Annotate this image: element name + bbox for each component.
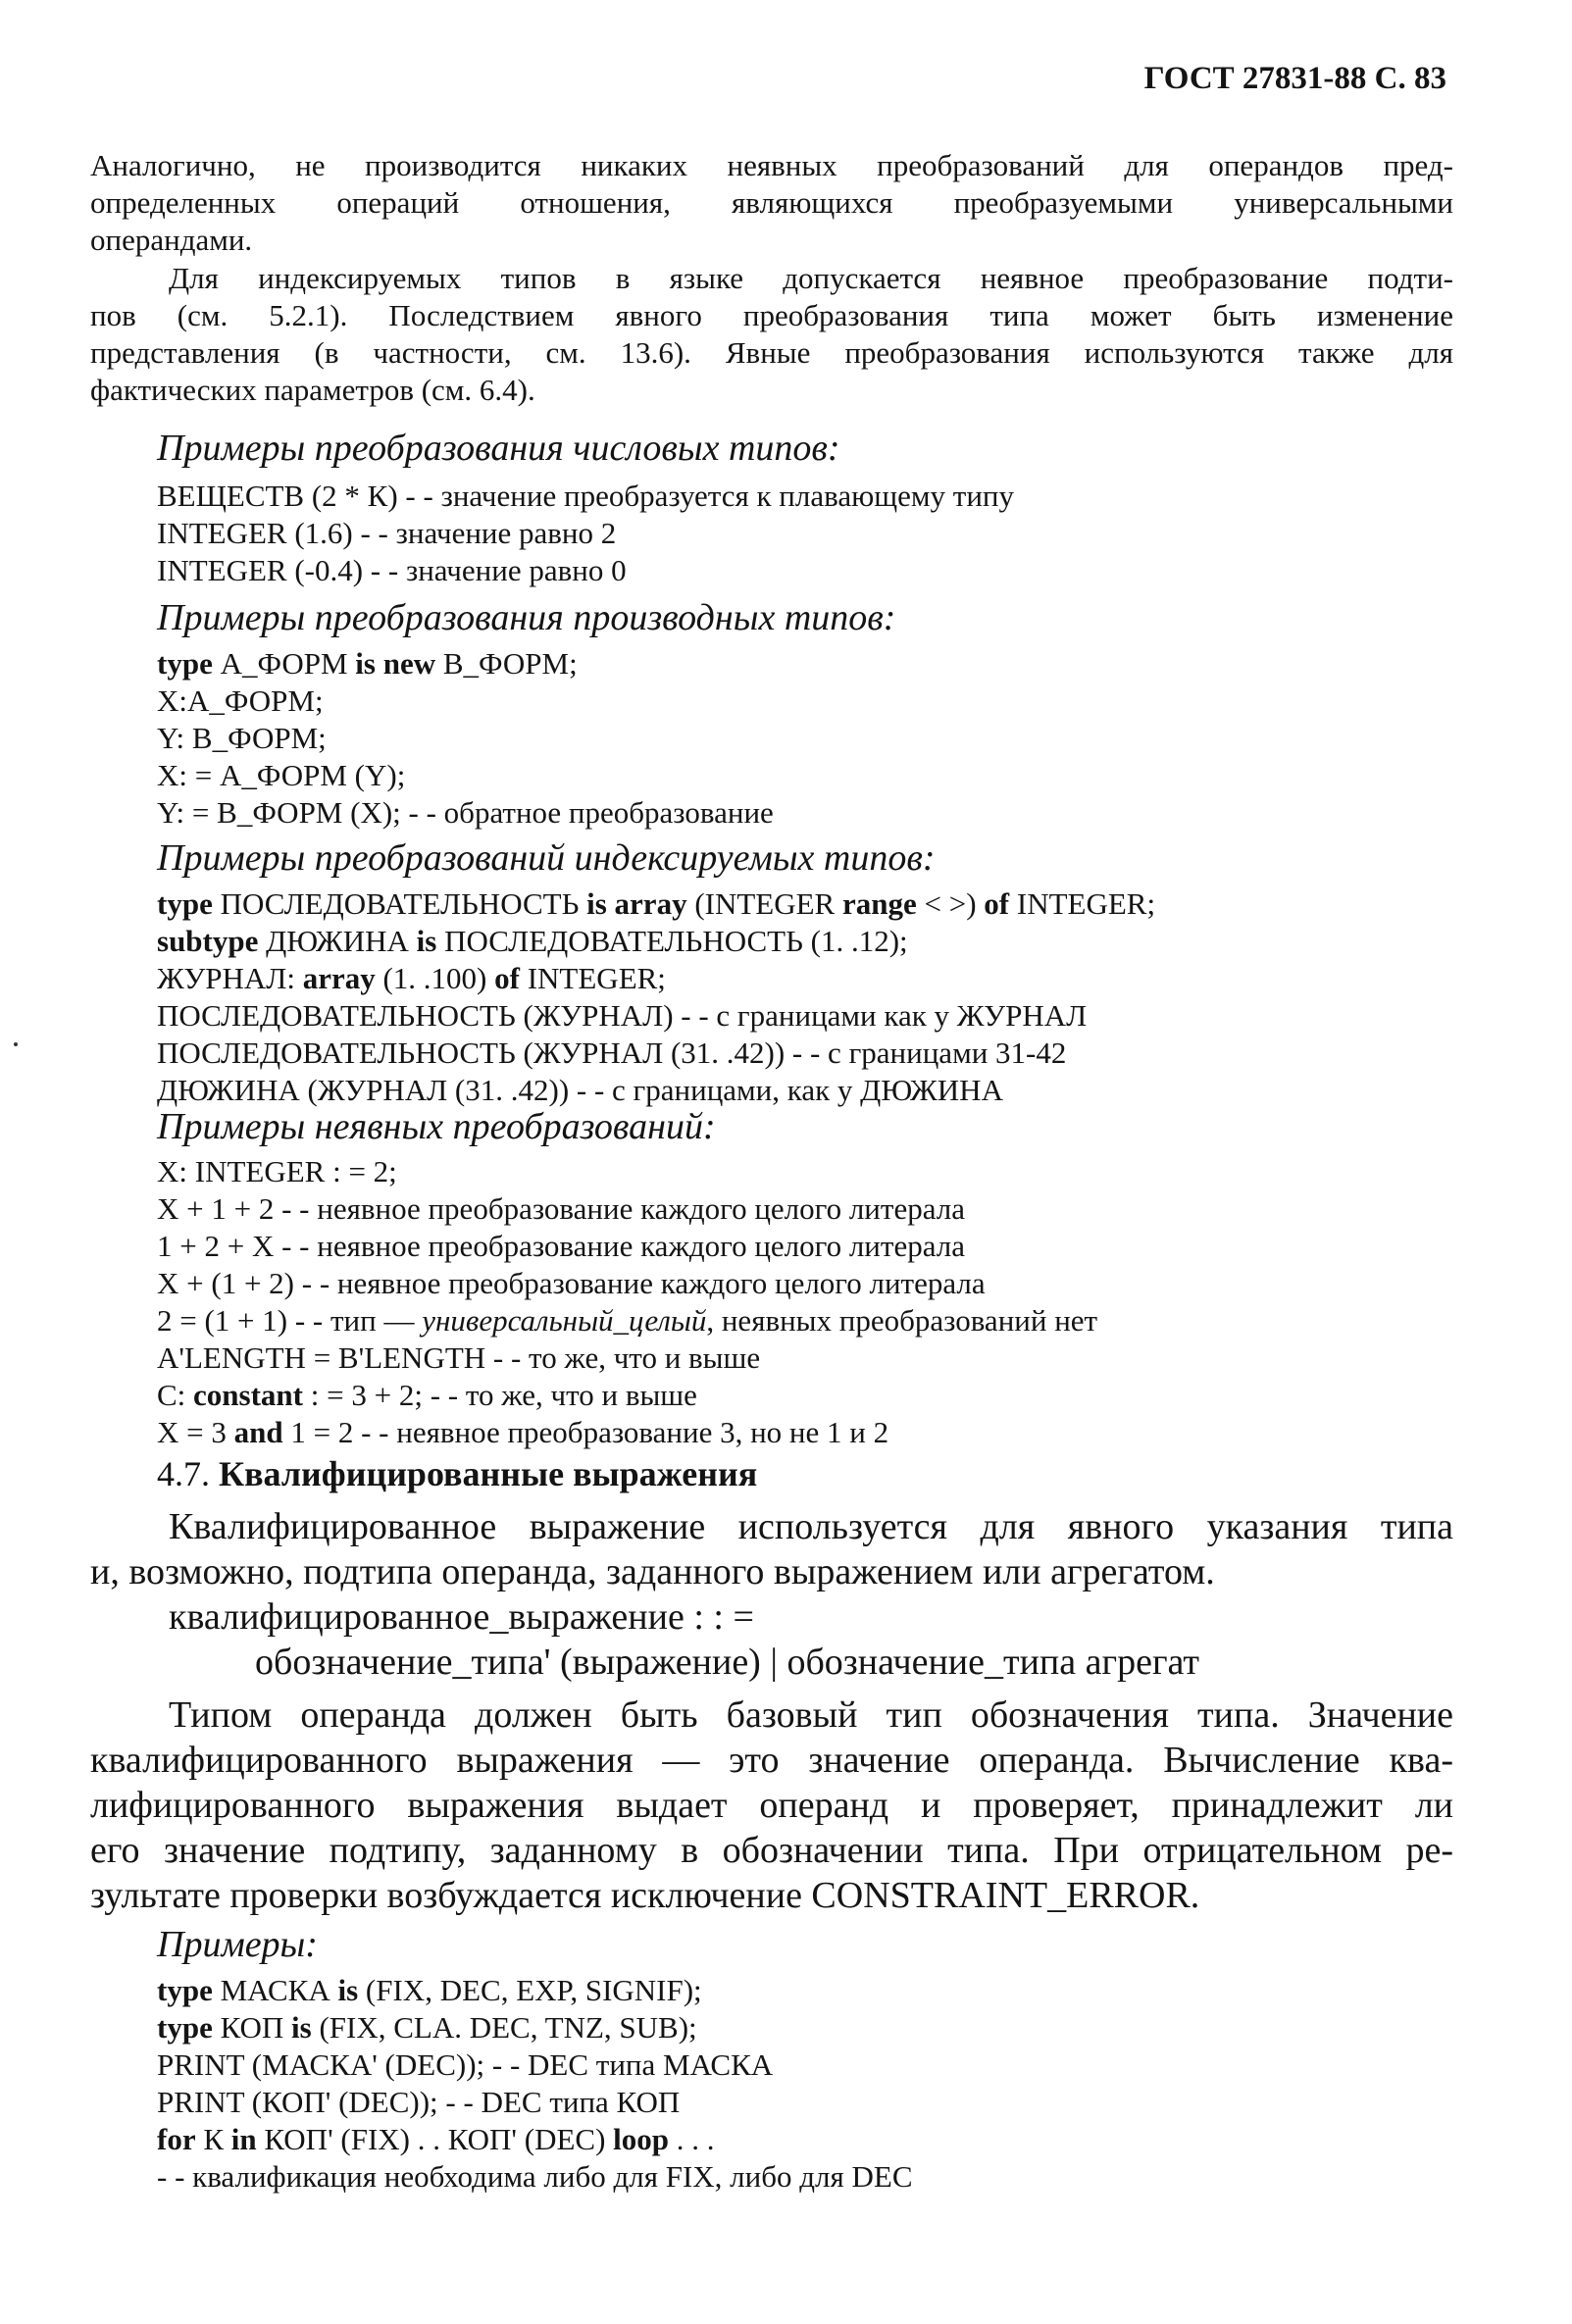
- code-line: type КОП is (FIX, CLA. DEC, TNZ, SUB);: [157, 2010, 697, 2045]
- keyword: of: [984, 886, 1010, 921]
- paragraph-line: квалифицированного выражения — это значение операнда. Вычисление ква-: [90, 1740, 1453, 1781]
- keyword: for: [157, 2122, 196, 2156]
- code-line: 1 + 2 + Х - - неявное преобразование каждого целого литерала: [157, 1229, 965, 1263]
- paragraph-line: операндами.: [90, 223, 253, 257]
- code-line: - - квалификация необходима либо для FIX, либо для DEC: [157, 2159, 913, 2194]
- paragraph-line: представления (в частности, см. 13.6). Явные преобразования используются также для: [90, 335, 1453, 370]
- paragraph-line: фактических параметров (см. 6.4).: [90, 373, 535, 407]
- keyword: type: [157, 2010, 213, 2045]
- keyword: and: [233, 1415, 283, 1449]
- examples-heading: Примеры неявных преобразований:: [157, 1106, 716, 1147]
- code-line: INTEGER (1.6) - - значение равно 2: [157, 516, 617, 550]
- code-line: 2 = (1 + 1) - - тип — универсальный_целый, неявных преобразований нет: [157, 1303, 1098, 1338]
- keyword: is: [337, 1973, 359, 2007]
- examples-heading: Примеры преобразования производных типов:: [157, 597, 896, 638]
- examples-heading: Примеры:: [157, 1924, 318, 1965]
- paragraph-line: и, возможно, подтипа операнда, заданного выражением или агрегатом.: [90, 1551, 1215, 1592]
- code-line: type А_ФОРМ is new В_ФОРМ;: [157, 646, 578, 681]
- code-line: subtype ДЮЖИНА is ПОСЛЕДОВАТЕЛЬНОСТЬ (1. .12);: [157, 924, 908, 958]
- code-line: Х:А_ФОРМ;: [157, 683, 324, 718]
- code-line: PRINT (МАСКА' (DEC)); - - DEC типа МАСКА: [157, 2047, 774, 2082]
- paragraph-line: Типом операнда должен быть базовый тип обозначения типа. Значение: [169, 1694, 1453, 1736]
- italic-term: универсальный_целый: [422, 1303, 707, 1338]
- keyword: subtype: [157, 924, 259, 958]
- code-line: ПОСЛЕДОВАТЕЛЬНОСТЬ (ЖУРНАЛ) - - с границами как у ЖУРНАЛ: [157, 998, 1088, 1033]
- paragraph-line: зультате проверки возбуждается исключение CONSTRAINT_ERROR.: [90, 1875, 1200, 1916]
- code-line: Х: = А_ФОРМ (Y);: [157, 758, 406, 792]
- keyword: type: [157, 1973, 213, 2007]
- keyword: is new: [355, 646, 436, 681]
- examples-heading: Примеры преобразований индексируемых типов:: [157, 837, 936, 879]
- paragraph-line: определенных операций отношения, являющихся преобразуемыми универсальными: [90, 185, 1453, 220]
- keyword: type: [157, 886, 213, 921]
- paragraph-line: пов (см. 5.2.1). Последствием явного преобразования типа может быть изменение: [90, 298, 1453, 332]
- keyword: is: [291, 2010, 312, 2045]
- code-line: A'LENGTH = B'LENGTH - - то же, что и выше: [157, 1340, 761, 1375]
- code-line: for К in КОП' (FIX) . . КОП' (DEC) loop . . .: [157, 2122, 715, 2156]
- paragraph-line: Квалифицированное выражение используется для явного указания типа: [169, 1506, 1453, 1547]
- keyword: is: [416, 924, 437, 958]
- code-line: Х = 3 and 1 = 2 - - неявное преобразование 3, но не 1 и 2: [157, 1415, 889, 1449]
- keyword: in: [230, 2122, 257, 2156]
- code-line: Х + (1 + 2) - - неявное преобразование каждого целого литерала: [157, 1266, 986, 1300]
- code-line: type МАСКА is (FIX, DEC, EXP, SIGNIF);: [157, 1973, 702, 2007]
- code-line: ВЕЩЕСТВ (2 * К) - - значение преобразуется к плавающему типу: [157, 479, 1014, 513]
- margin-speck: [14, 1042, 18, 1046]
- page-header: ГОСТ 27831-88 С. 83: [1143, 61, 1446, 96]
- code-line: PRINT (КОП' (DEC)); - - DEC типа КОП: [157, 2085, 681, 2119]
- section-heading: [157, 1456, 757, 1491]
- code-line: Х + 1 + 2 - - неявное преобразование каждого целого литерала: [157, 1191, 965, 1226]
- code-line: С: constant : = 3 + 2; - - то же, что и выше: [157, 1378, 697, 1412]
- keyword: loop: [613, 2122, 670, 2156]
- keyword: array: [302, 961, 376, 995]
- code-line: ЖУРНАЛ: array (1. .100) of INTEGER;: [157, 961, 666, 995]
- paragraph-line: Для индексируемых типов в языке допускается неявное преобразование подти-: [169, 261, 1453, 295]
- code-line: Y: = В_ФОРМ (Х); - - обратное преобразование: [157, 795, 774, 830]
- keyword: range: [841, 886, 917, 921]
- keyword: constant: [193, 1378, 303, 1412]
- section-title: Квалифицированные выражения: [219, 1454, 758, 1493]
- code-line: INTEGER (-0.4) - - значение равно 0: [157, 553, 627, 587]
- keyword: of: [494, 961, 520, 995]
- grammar-rule: обозначение_типа' (выражение) | обозначение_типа агрегат: [255, 1642, 1200, 1683]
- examples-heading: Примеры преобразования числовых типов:: [157, 428, 840, 469]
- grammar-head: квалифицированное_выражение : : =: [169, 1596, 754, 1638]
- keyword: is array: [586, 886, 687, 921]
- paragraph-line: Аналогично, не производится никаких неявных преобразований для операндов пред-: [90, 148, 1453, 182]
- code-line: Y: В_ФОРМ;: [157, 721, 327, 755]
- code-line: Х: INTEGER : = 2;: [157, 1154, 397, 1188]
- paragraph-line: лифицированного выражения выдает операнд и проверяет, принадлежит ли: [90, 1785, 1453, 1826]
- code-line: type ПОСЛЕДОВАТЕЛЬНОСТЬ is array (INTEGER range < >) of INTEGER;: [157, 886, 1156, 921]
- keyword: type: [157, 646, 213, 681]
- paragraph-line: его значение подтипу, заданному в обозначении типа. При отрицательном ре-: [90, 1830, 1453, 1871]
- code-line: ПОСЛЕДОВАТЕЛЬНОСТЬ (ЖУРНАЛ (31. .42)) - - с границами 31-42: [157, 1036, 1067, 1070]
- section-number: 4.7.: [157, 1454, 219, 1493]
- code-line: ДЮЖИНА (ЖУРНАЛ (31. .42)) - - с границами, как у ДЮЖИНА: [157, 1073, 1003, 1107]
